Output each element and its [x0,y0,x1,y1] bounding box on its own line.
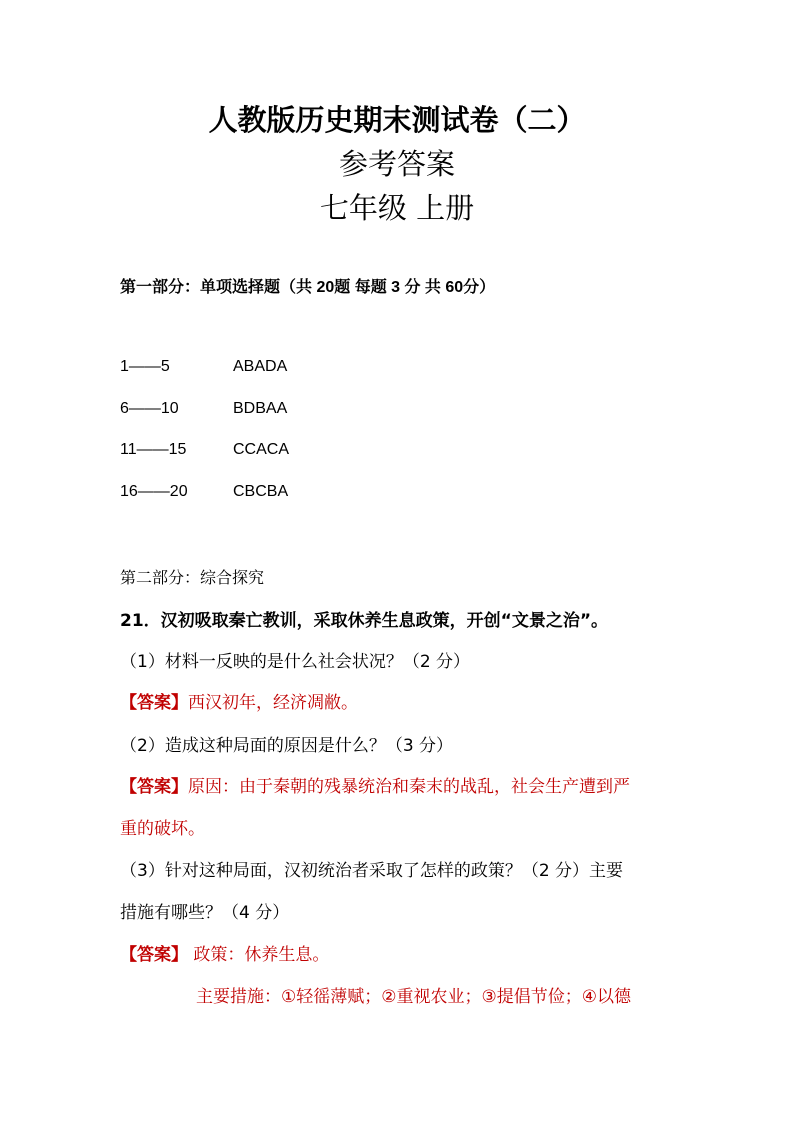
answer-letters: CBCBA [233,483,289,500]
answer-range: 11——15 [120,441,187,458]
answer-text: 政策：休养生息。 [188,945,330,965]
answer-3-measures: 主要措施：①轻徭薄赋；②重视农业；③提倡节俭；④以德 [196,987,631,1007]
answer-2 [120,772,630,797]
answer-text: 原因：由于秦朝的残暴统治和秦末的战乱，社会生产遭到严 [188,777,630,797]
answer-tag: 【答案】 [120,693,188,713]
sub-question-3-continued: 措施有哪些？（4 分） [120,903,290,923]
answer-1 [120,688,358,713]
answer-text: 西汉初年，经济凋敝。 [188,693,358,713]
answer-2-continued: 重的破坏。 [120,819,205,839]
part2-heading: 第二部分：综合探究 [120,570,265,587]
sub-question-2: （2）造成这种局面的原因是什么？（3 分） [120,736,454,756]
answer-range: 1——5 [120,358,170,375]
grade-label: 七年级 上册 [319,191,475,225]
sub-question-1: （1）材料一反映的是什么社会状况？（2 分） [120,652,471,672]
answer-letters: CCACA [233,441,290,458]
sub-question-3: （3）针对这种局面，汉初统治者采取了怎样的政策？（2 分）主要 [120,861,624,881]
answer-range: 6——10 [120,400,179,417]
answer-tag: 【答案】 [120,945,188,965]
part1-heading: 第一部分：单项选择题（共 20题 每题 3 分 共 60分） [120,279,496,296]
page-subtitle: 参考答案 [338,147,455,181]
answer-letters: BDBAA [233,400,288,417]
answer-tag: 【答案】 [120,777,188,797]
question-21-stem: 21．汉初吸取秦亡教训，采取休养生息政策，开创“文景之治”。 [120,611,609,631]
answer-letters: ABADA [233,358,288,375]
answer-3-policy [120,940,329,965]
answer-range: 16——20 [120,483,188,500]
page-title: 人教版历史期末测试卷（二） [208,103,586,137]
